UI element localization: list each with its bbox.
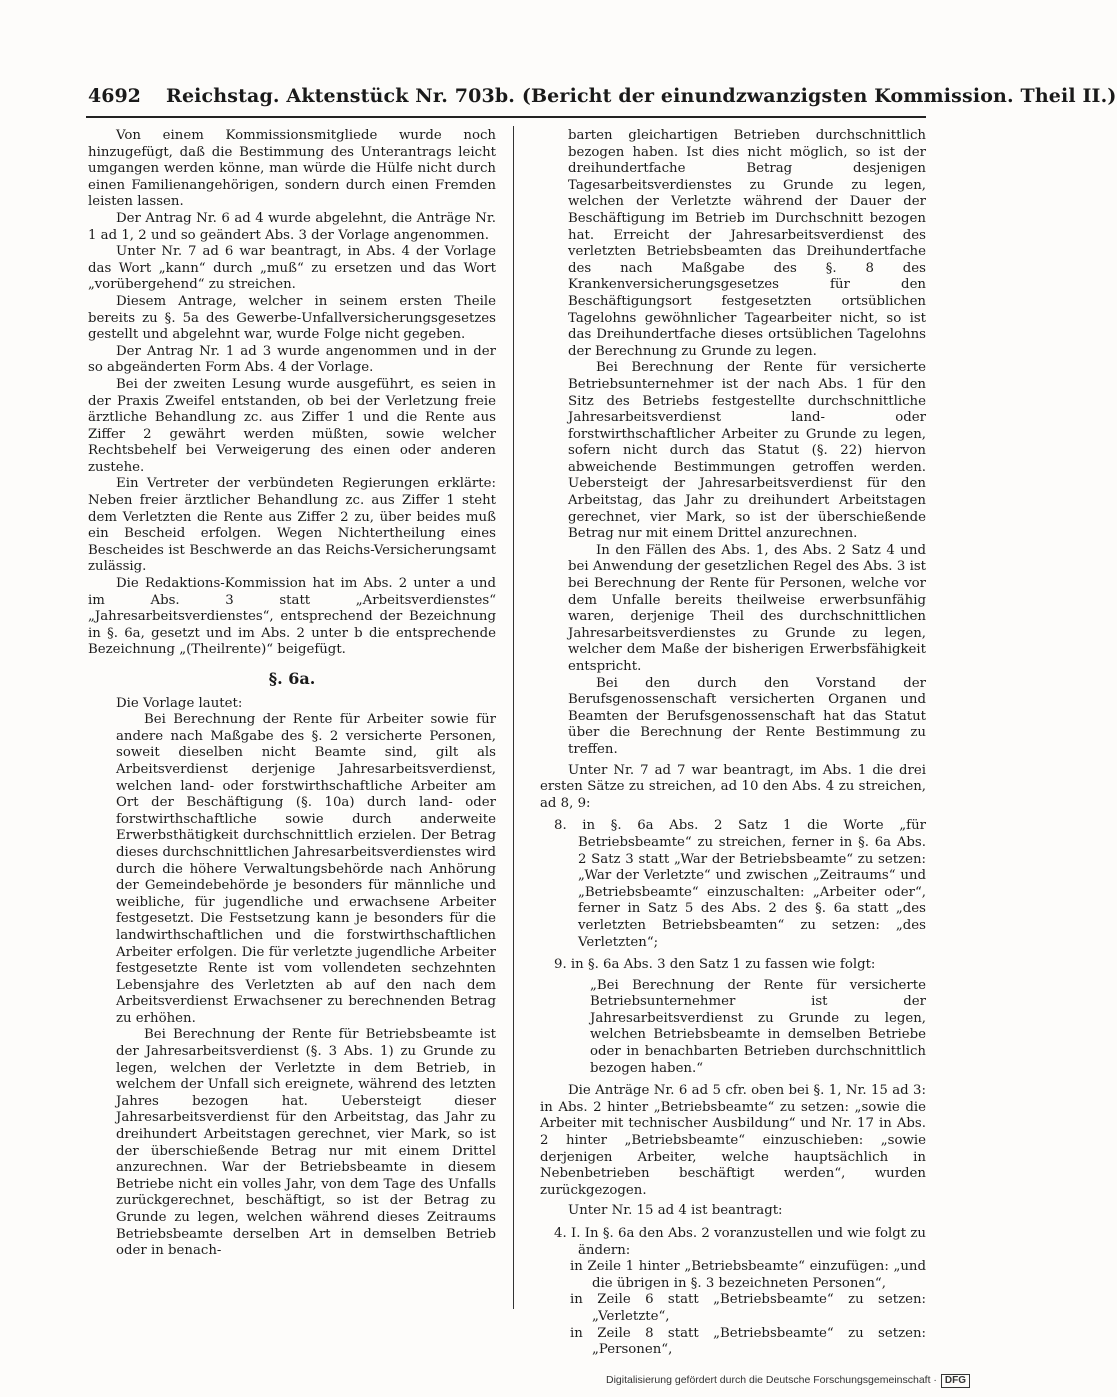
footer-text: Digitalisierung gefördert durch die Deutsche Forschungsgemeinschaft · [606, 1374, 937, 1386]
header-rule [86, 116, 926, 118]
list-item: 9. in §. 6a Abs. 3 den Satz 1 zu fassen wie folgt: [554, 957, 876, 973]
quoted-paragraph: In den Fällen des Abs. 1, des Abs. 2 Satz 4 und bei Anwendung der gesetzlichen Regel des Abs. 3 ist bei Berechnung der Rente für Personen, welche vor dem Unfalle bereits theilweise erwerbsunfähig waren, derjenige Theil des durchschnittlichen Jahresarbeitsverdienstes zu Grunde zu legen, welcher dem Maße der bisherigen Erwerbsfähigkeit entspricht. [568, 542, 926, 674]
right-column [540, 128, 926, 1359]
quoted-paragraph: Bei den durch den Vorstand der Berufsgenossenschaft versicherten Organen und Beamten der Berufsgenossenschaft hat das Statut über die Berechnung der Rente Bestimmung zu treffen. [568, 675, 926, 757]
paragraph: Die Redaktions-Kommission hat im Abs. 2 unter a und im Abs. 3 statt „Arbeitsverdienstes“ „Jahresarbeitsverdienstes“, entsprechend der Bezeichnung in §. 6a, gesetzt und im Abs. 2 unter b die entsprechende Bezeichnung „(Theilrente)“ beigefügt. [88, 576, 496, 658]
paragraph: Unter Nr. 7 ad 6 war beantragt, in Abs. 4 der Vorlage das Wort „kann“ durch „muß“ zu ersetzen und das Wort „vorübergehend“ zu streichen. [88, 244, 496, 293]
running-title: Reichstag. Aktenstück Nr. 703b. (Bericht der einundzwanzigsten Kommission. Theil II.) [166, 85, 1117, 107]
paragraph: Der Antrag Nr. 6 ad 4 wurde abgelehnt, die Anträge Nr. 1 ad 1, 2 und so geändert Abs. 3 der Vorlage angenommen. [88, 210, 496, 243]
quoted-bill-text [88, 712, 496, 1260]
quoted-paragraph: Bei Berechnung der Rente für Arbeiter sowie für andere nach Maßgabe des §. 2 versicherte Personen, soweit dieselben nicht Beamte sind, gilt als Arbeitsverdienst derjenige Jahresarbeitsverdienst, welchen land- oder forstwirthschaftliche Arbeiter am Ort der Beschäftigung (§. 10a) durch land- oder forstwirthschaftliche sowie durch anderweite Erwerbsthätigkeit durchschnittlich erzielen. Der Betrag dieses durchschnittlichen Jahresarbeitsverdienstes wird durch die höhere Verwaltungsbehörde nach Anhörung der Gemeindebehörde je besonders für männliche und weibliche, für jugendliche und erwachsene Arbeiter festgesetzt. Die Festsetzung kann je besonders für die landwirthschaftlichen und die forstwirthschaftlichen Arbeiter erfolgen. Die für verletzte jugendliche Arbeiter festgesetzte Rente ist vom vollendeten sechzehnten Lebensjahre des Verletzten ab auf den nach dem Arbeitsverdienst Erwachsener zu berechnenden Betrag zu erhöhen. [116, 712, 496, 1026]
vorlage-intro: Die Vorlage lautet: [116, 695, 243, 711]
section-heading: §. 6a. [268, 669, 316, 688]
quoted-paragraph: Bei Berechnung der Rente für versicherte Betriebsunternehmer ist der nach Abs. 1 für den Sitz des Betriebs festgestellte durchschnittliche Jahresarbeitsverdienst land- oder forstwirthschaftlicher Arbeiter zu Grunde zu legen, sofern nicht durch das Statut (§. 22) hiervon abweichende Bestimmungen getroffen werden. Uebersteigt der Jahresarbeitsverdienst für den Arbeitstag, das Jahr zu dreihundert Arbeitstagen gerechnet, vier Mark, so ist der überschießende Betrag nur mit einem Drittel anzurechnen. [568, 360, 926, 542]
quoted-proposal: „Bei Berechnung der Rente für versicherte Betriebsunternehmer ist der Jahresarbeitsverdienst zu Grunde zu legen, welchen Betriebsbeamte in demselben Betriebe oder in benachbarten Betrieben durchschnittlich bezogen haben.“ [590, 977, 926, 1076]
paragraph: Die Anträge Nr. 6 ad 5 cfr. oben bei §. 1, Nr. 15 ad 3: in Abs. 2 hinter „Betriebsbeamte“ zu setzen: „sowie die Arbeiter mit technischer Ausbildung“ und Nr. 17 in Abs. 2 hinter „Betriebsbeamte“ einzuschieben: „sowie derjenigen Arbeiter, welche hauptsächlich in Nebenbetrieben beschäftigt werden“, wurden zurückgezogen. [540, 1083, 926, 1198]
list-subitem: in Zeile 6 statt „Betriebsbeamte“ zu setzen: „Verletzte“, [570, 1292, 926, 1324]
paragraph: Unter Nr. 7 ad 7 war beantragt, im Abs. 1 die drei ersten Sätze zu streichen, ad 10 den Abs. 4 zu streichen, ad 8, 9: [540, 762, 926, 811]
page-number: 4692 [88, 85, 141, 107]
dfg-logo: DFG [941, 1374, 970, 1388]
list-subitem: in Zeile 1 hinter „Betriebsbeamte“ einzufügen: „und die übrigen in §. 3 bezeichneten Personen“, [570, 1259, 926, 1291]
list-item: 8. in §. 6a Abs. 2 Satz 1 die Worte „für Betriebsbeamte“ zu streichen, ferner in §. 6a Abs. 2 Satz 3 statt „War der Betriebsbeamte“ zu setzen: „War der Verletzte“ und zwischen „Zeitraums“ und „Betriebsbeamte“ einzuschalten: „Arbeiter oder“, ferner in Satz 5 des Abs. 2 des §. 6a statt „des verletzten Betriebsbeamten“ zu setzen: „des Verletzten“; [554, 818, 926, 950]
quoted-paragraph: Bei Berechnung der Rente für Betriebsbeamte ist der Jahresarbeitsverdienst (§. 3 Abs. 1) zu Grunde zu legen, welchen der Verletzte in dem Betrieb, in welchem der Unfall sich ereignete, während des letzten Jahres bezogen hat. Uebersteigt dieser Jahresarbeitsverdienst für den Arbeitstag, das Jahr zu dreihundert Arbeitstagen gerechnet, vier Mark, so ist der überschießende Betrag nur mit einem Drittel anzurechnen. War der Betriebsbeamte in diesem Betriebe nicht ein volles Jahr, von dem Tage des Unfalls zurückgerechnet, beschäftigt, so ist der Betrag zu Grunde zu legen, welchen während dieses Zeitraums Betriebsbeamte derselben Art in demselben Betrieb oder in benach- [116, 1027, 496, 1259]
paragraph: Bei der zweiten Lesung wurde ausgeführt, es seien in der Praxis Zweifel entstanden, ob bei der Verletzung freie ärztliche Behandlung zc. aus Ziffer 1 und die Rente aus Ziffer 2 gewährt werden müßten, sowie welcher Rechtsbehelf bei Verweigerung des einen oder anderen zustehe. [88, 376, 496, 475]
paragraph: Diesem Antrage, welcher in seinem ersten Theile bereits zu §. 5a des Gewerbe-Unfallversicherungsgesetzes gestellt und abgelehnt war, wurde Folge nicht gegeben. [88, 293, 496, 343]
list-subitem: in Zeile 8 statt „Betriebsbeamte“ zu setzen: „Personen“, [570, 1325, 926, 1358]
paragraph: Unter Nr. 15 ad 4 ist beantragt: [568, 1203, 783, 1219]
left-column [88, 128, 496, 1260]
quoted-bill-text-continued [540, 128, 926, 759]
digitization-footer [606, 1374, 996, 1394]
list-item: 4. I. In §. 6a den Abs. 2 voranzustellen und wie folgt zu ändern: [554, 1226, 926, 1258]
page-header [88, 80, 1117, 112]
paragraph: Von einem Kommissionsmitgliede wurde noch hinzugefügt, daß die Bestimmung des Unterantrags leicht umgangen werden könne, man würde die Hülfe nicht durch einen Familienangehörigen, sondern durch einen Fremden leisten lassen. [88, 128, 496, 210]
paragraph: Der Antrag Nr. 1 ad 3 wurde angenommen und in der so abgeänderten Form Abs. 4 der Vorlage. [88, 343, 496, 376]
paragraph: Ein Vertreter der verbündeten Regierungen erklärte: Neben freier ärztlicher Behandlung zc. aus Ziffer 1 steht dem Verletzten die Rente aus Ziffer 2 zu, über beides muß ein Bescheid erfolgen. Wegen Nichtertheilung eines Bescheides ist Beschwerde an das Reichs-Versicherungsamt zulässig. [88, 476, 496, 575]
column-divider [513, 126, 514, 1309]
quoted-paragraph: barten gleichartigen Betrieben durchschnittlich bezogen haben. Ist dies nicht möglich, so ist der dreihundertfache Betrag desjenigen Tagesarbeitsverdienstes zu Grunde zu legen, welchen der Verletzte während der Dauer der Beschäftigung im Betrieb im Durchschnitt bezogen hat. Erreicht der Jahresarbeitsverdienst des verletzten Betriebsbeamten das Dreihundertfache des nach Maßgabe des §. 8 des Krankenversicherungsgesetzes für den Beschäftigungsort festgesetzten ortsüblichen Tagelohns gewöhnlicher Tagearbeiter nicht, so ist das Dreihundertfache dieses ortsüblichen Tagelohns der Berechnung zu Grunde zu legen. [568, 128, 926, 359]
